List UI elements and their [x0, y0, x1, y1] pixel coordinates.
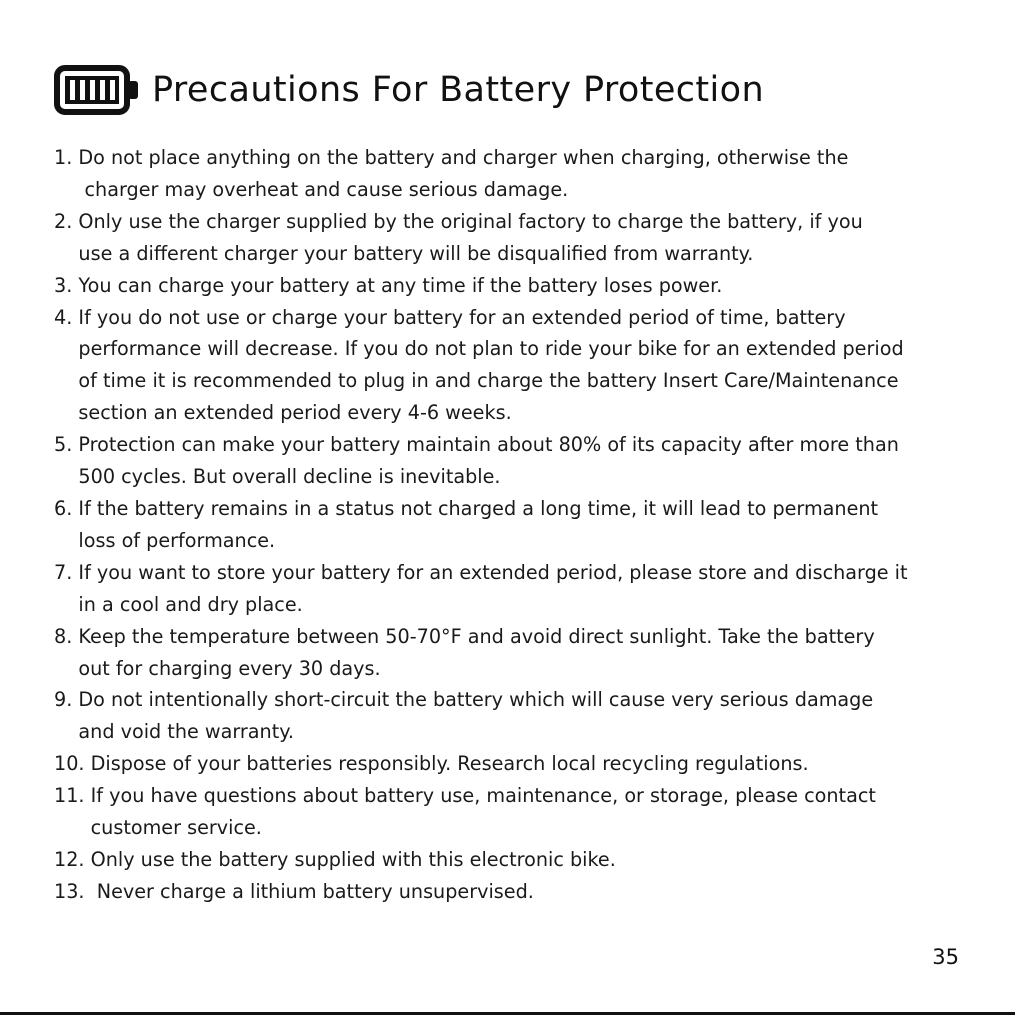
- list-item-text: [91, 748, 809, 780]
- list-item-line: You can charge your battery at any time if the battery loses power.: [78, 273, 723, 297]
- list-item-line: Do not place anything on the battery and charger when charging, otherwise the: [78, 146, 849, 169]
- list-item: [54, 142, 974, 206]
- list-item-text: [97, 876, 534, 908]
- list-item-line: Only use the battery supplied with this electronic bike.: [90, 847, 616, 871]
- page-number: 35: [932, 945, 959, 969]
- list-item-line: in a cool and dry place.: [78, 592, 303, 616]
- list-item-line: performance will decrease. If you do not plan to ride your bike for an extended period: [78, 337, 904, 361]
- list-item-number: 11.: [54, 784, 91, 808]
- list-item-text: [78, 206, 862, 270]
- list-item-line: of time it is recommended to plug in and charge the battery Insert Care/Maintenance: [78, 369, 899, 393]
- list-item-line: charger may overheat and cause serious damage.: [78, 177, 569, 201]
- list-item-number: 4.: [54, 305, 79, 329]
- list-item: [54, 844, 974, 876]
- list-item-text: [78, 302, 903, 430]
- list-item-text: [78, 557, 907, 621]
- list-item: [54, 876, 974, 908]
- list-item-number: 3.: [54, 273, 79, 297]
- precaution-list: [54, 142, 974, 908]
- page-title: Precautions For Battery Protection: [152, 70, 765, 110]
- list-item-number: 10.: [54, 752, 91, 776]
- list-item-number: 5.: [54, 433, 79, 457]
- list-item-number: 8.: [54, 624, 79, 648]
- list-item-text: [91, 780, 876, 844]
- list-item: [54, 748, 974, 780]
- list-item: [54, 206, 974, 270]
- list-item-text: [78, 270, 722, 302]
- list-item: [54, 493, 974, 557]
- page-header: [54, 64, 764, 116]
- list-item-line: section an extended period every 4-6 weeks.: [78, 401, 512, 425]
- list-item: [54, 780, 974, 844]
- list-item-number: 9.: [54, 688, 79, 712]
- battery-icon: [54, 65, 140, 115]
- list-item: [54, 557, 974, 621]
- list-item-line: If you want to store your battery for an extended period, please store and discharge it: [78, 560, 908, 584]
- list-item-text: [91, 844, 616, 876]
- list-item-line: 500 cycles. But overall decline is inevitable.: [78, 465, 501, 489]
- list-item-line: out for charging every 30 days.: [78, 656, 381, 680]
- list-item-number: 6.: [54, 496, 79, 520]
- list-item-number: 2.: [54, 209, 79, 233]
- list-item-line: Do not intentionally short-circuit the battery which will cause very serious damage: [78, 688, 874, 712]
- list-item-line: customer service.: [90, 816, 262, 840]
- list-item-text: [78, 684, 873, 748]
- list-item-number: 7.: [54, 560, 79, 584]
- list-item-text: [78, 493, 878, 557]
- list-item-number: 13.: [54, 879, 97, 903]
- list-item-number: 1.: [54, 146, 79, 169]
- list-item: [54, 270, 974, 302]
- list-item-line: loss of performance.: [78, 528, 276, 552]
- list-item-line: and void the warranty.: [78, 720, 294, 744]
- list-item-number: 12.: [54, 847, 91, 871]
- list-item-line: If you have questions about battery use, maintenance, or storage, please contact: [90, 784, 876, 808]
- list-item: [54, 621, 974, 685]
- list-item-text: [78, 429, 898, 493]
- list-item: [54, 429, 974, 493]
- list-item-line: Dispose of your batteries responsibly. Research local recycling regulations.: [90, 752, 809, 776]
- list-item-line: Only use the charger supplied by the original factory to charge the battery, if you: [78, 209, 863, 233]
- list-item: [54, 302, 974, 430]
- list-item: [54, 684, 974, 748]
- list-item-line: use a different charger your battery will be disqualified from warranty.: [78, 241, 754, 265]
- list-item-line: Keep the temperature between 50-70°F and avoid direct sunlight. Take the battery: [78, 624, 875, 648]
- list-item-text: [78, 142, 848, 206]
- list-item-line: If you do not use or charge your battery for an extended period of time, battery: [78, 305, 846, 329]
- list-item-line: Protection can make your battery maintain about 80% of its capacity after more than: [78, 433, 899, 457]
- list-item-text: [78, 621, 874, 685]
- list-item-line: If the battery remains in a status not charged a long time, it will lead to permanent: [78, 496, 879, 520]
- list-item-line: Never charge a lithium battery unsupervised.: [96, 879, 534, 903]
